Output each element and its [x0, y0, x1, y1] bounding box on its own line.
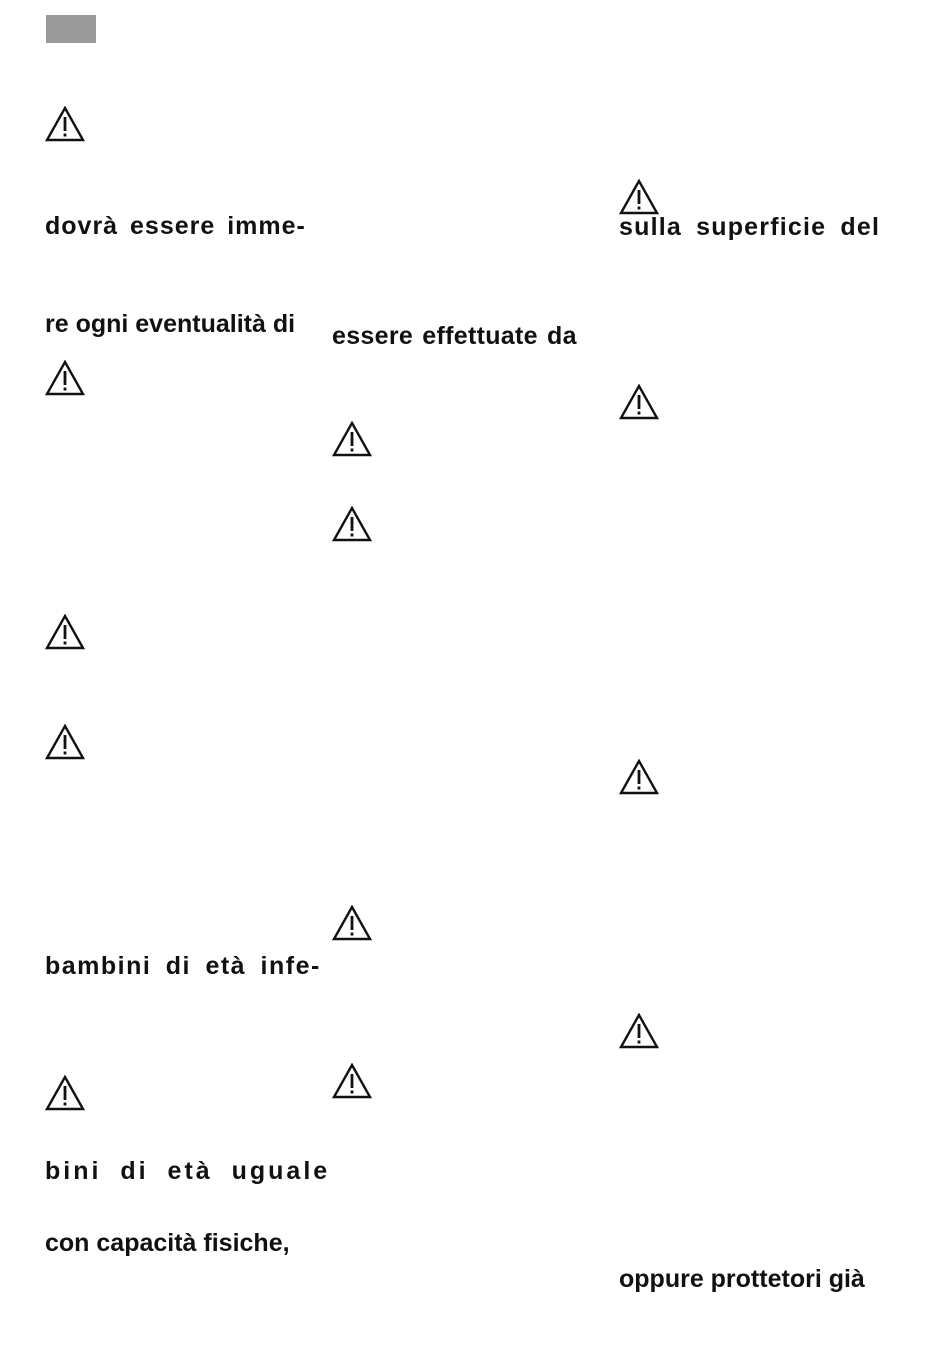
warning-triangle-icon: [45, 724, 85, 760]
text-fragment: bini di età uguale: [45, 1157, 331, 1185]
warning-triangle-icon: [332, 506, 372, 542]
page-marker: [46, 15, 96, 43]
text-fragment: sulla superficie del: [619, 213, 881, 241]
warning-triangle-icon: [45, 106, 85, 142]
warning-triangle-icon: [619, 1013, 659, 1049]
text-fragment: oppure prottetori già: [619, 1265, 865, 1293]
warning-triangle-icon: [45, 1075, 85, 1111]
warning-triangle-icon: [332, 1063, 372, 1099]
warning-triangle-icon: [619, 179, 659, 215]
text-fragment: con capacità fisiche,: [45, 1229, 290, 1257]
text-fragment: dovrà essere imme-: [45, 212, 306, 240]
text-fragment: re ogni eventualità di: [45, 310, 296, 338]
warning-triangle-icon: [45, 360, 85, 396]
text-fragment: essere effettuate da: [332, 322, 577, 350]
warning-triangle-icon: [619, 384, 659, 420]
warning-triangle-icon: [332, 905, 372, 941]
warning-triangle-icon: [619, 759, 659, 795]
warning-triangle-icon: [45, 614, 85, 650]
text-fragment: bambini di età infe-: [45, 952, 321, 980]
warning-triangle-icon: [332, 421, 372, 457]
